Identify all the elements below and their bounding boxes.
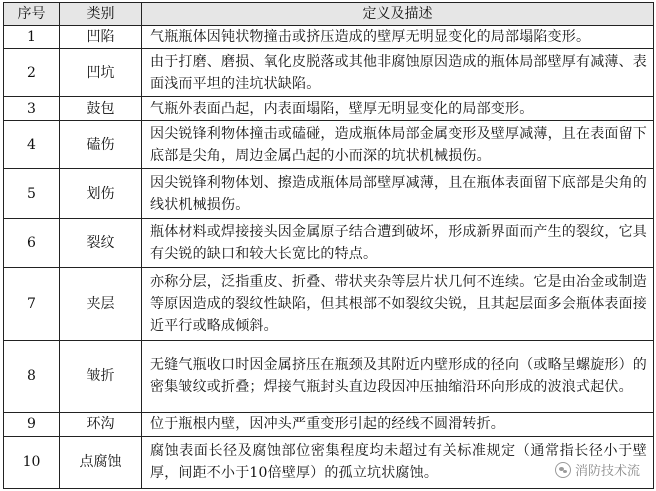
row-category: 夹层 bbox=[60, 268, 142, 340]
header-row bbox=[4, 3, 654, 26]
row-description: 无缝气瓶收口时因金属挤压在瓶颈及其附近内壁形成的径向（或略呈螺旋形）的密集皱纹或折叠；焊接气瓶封头直边段因冲压抽缩沿环向形成的波浪式起伏。 bbox=[142, 340, 654, 412]
row-category: 鼓包 bbox=[60, 97, 142, 121]
row-no: 1 bbox=[4, 26, 60, 49]
row-category: 凹陷 bbox=[60, 26, 142, 49]
row-no: 2 bbox=[4, 49, 60, 97]
row-category: 凹坑 bbox=[60, 49, 142, 97]
row-category: 划伤 bbox=[60, 169, 142, 219]
row-description: 因尖锐锋利物体划、擦造成瓶体局部壁厚减薄，且在瓶体表面留下底部是尖角的线状机械损伤。 bbox=[142, 169, 654, 219]
table-row bbox=[4, 121, 654, 169]
defect-table bbox=[3, 2, 654, 489]
watermark-text: 消防技术流 bbox=[574, 464, 640, 479]
table-row bbox=[4, 97, 654, 121]
row-no: 7 bbox=[4, 268, 60, 340]
table-row bbox=[4, 169, 654, 219]
table-row bbox=[4, 26, 654, 49]
watermark bbox=[553, 460, 642, 479]
wechat-icon bbox=[555, 462, 571, 478]
table-row bbox=[4, 340, 654, 412]
header-no: 序号 bbox=[4, 3, 60, 26]
row-description: 气瓶外表面凸起，内表面塌陷，壁厚无明显变化的局部变形。 bbox=[142, 97, 654, 121]
row-description: 由于打磨、磨损、氧化皮脱落或其他非腐蚀原因造成的瓶体局部壁厚有减薄、表面浅而平坦的洼坑状缺陷。 bbox=[142, 49, 654, 97]
row-no: 9 bbox=[4, 412, 60, 436]
table-row bbox=[4, 49, 654, 97]
row-no: 5 bbox=[4, 169, 60, 219]
row-description: 位于瓶根内壁，因冲头严重变形引起的经线不圆滑转折。 bbox=[142, 412, 654, 436]
table-row bbox=[4, 268, 654, 340]
row-no: 3 bbox=[4, 97, 60, 121]
row-category: 磕伤 bbox=[60, 121, 142, 169]
table-row bbox=[4, 219, 654, 268]
row-category: 环沟 bbox=[60, 412, 142, 436]
row-description: 气瓶瓶体因钝状物撞击或挤压造成的壁厚无明显变化的局部塌陷变形。 bbox=[142, 26, 654, 49]
header-description: 定义及描述 bbox=[142, 3, 654, 26]
row-description: 瓶体材料或焊接接头因金属原子结合遭到破坏，形成新界面而产生的裂纹，它具有尖锐的缺口和较大长宽比的特点。 bbox=[142, 219, 654, 268]
row-no: 8 bbox=[4, 340, 60, 412]
row-description: 亦称分层，泛指重皮、折叠、带状夹杂等层片状几何不连续。它是由冶金或制造等原因造成的裂纹性缺陷，但其根部不如裂纹尖锐，且其起层面多会瓶体表面接近平行或略成倾斜。 bbox=[142, 268, 654, 340]
row-category: 皱折 bbox=[60, 340, 142, 412]
row-no: 6 bbox=[4, 219, 60, 268]
row-category: 裂纹 bbox=[60, 219, 142, 268]
row-description: 因尖锐锋利物体撞击或磕碰，造成瓶体局部金属变形及壁厚减薄，且在表面留下底部是尖角，周边金属凸起的小而深的坑状机械损伤。 bbox=[142, 121, 654, 169]
row-no: 10 bbox=[4, 436, 60, 488]
row-description: 腐蚀表面长径及腐蚀部位密集程度均未超过有关标准规定（通常指长径小于壁厚，间距不小于10倍壁厚）的孤立坑状腐蚀。 bbox=[142, 436, 654, 488]
table-row bbox=[4, 412, 654, 436]
row-no: 4 bbox=[4, 121, 60, 169]
row-category: 点腐蚀 bbox=[60, 436, 142, 488]
header-category: 类别 bbox=[60, 3, 142, 26]
